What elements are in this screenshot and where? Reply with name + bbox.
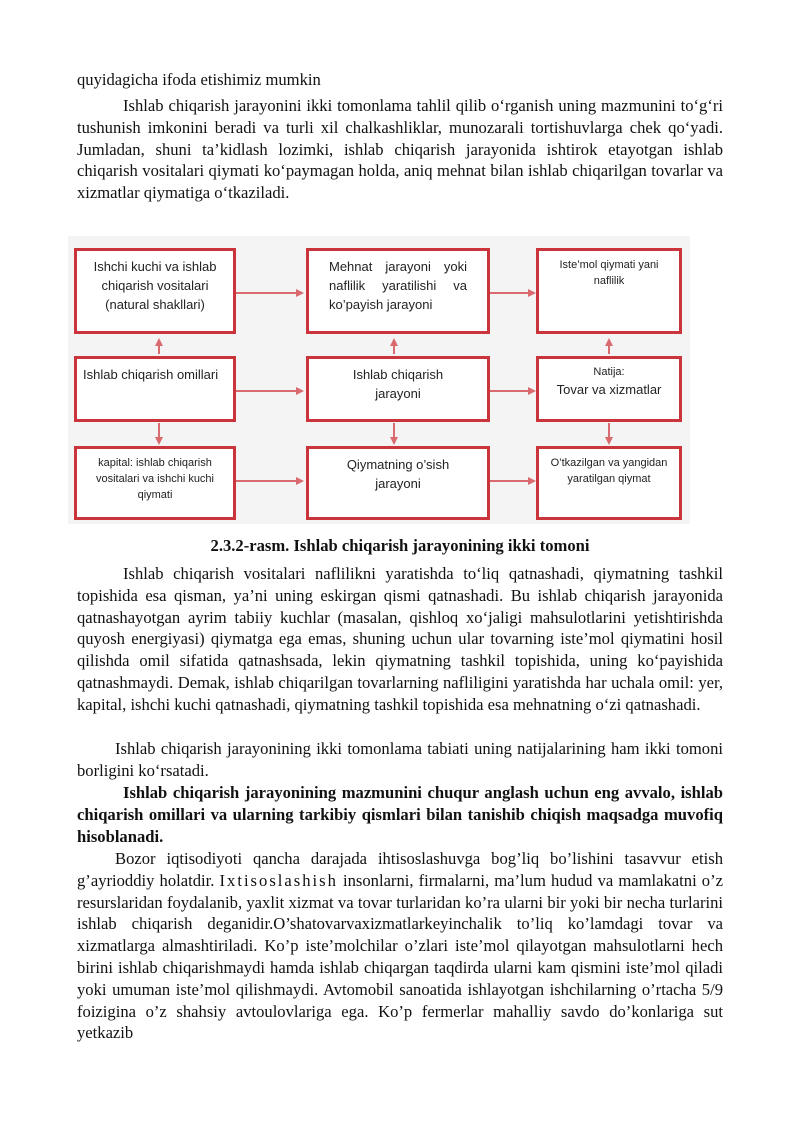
box-label: O’tkazilgan va yangidan yaratilgan qiymat [550,457,668,485]
paragraph-5 [77,848,723,1044]
paragraph-5-start: Bozor iqtisodiyoti qancha darajada ihtisoslashuvga bog’liq bo’lishini tasavvur etish g’ayrioddiy holatdir. [77,849,723,890]
paragraph-3: Ishlab chiqarish jarayonining ikki tomonlama tabiati uning natijalarining ham ikki tomoni borligini ko‘rsatadi. [77,739,723,780]
paragraph-5-rest: insonlarni, firmalarni, ma’lum hudud va mamlakatni o’z resurslaridan foydalanib, yaxlit xizmat va tovar turlaridan ko’ra ularni bir yoki bir necha turlarini ishlab chiqarish deganidir.O’shatovarvaxizmatlarkeyinchalik to’liq ko’lamdagi tovar va xizmatlarga almashtiriladi. Ko’p iste’molchilar o’zlari iste’mol qilayotgan mahsulotlarni hech birini ishlab chiqarishmaydi hamda ishlab chiqargan taqdirda ularni kam qismini iste’mol qiladi yoki umuman iste’mol qilishmaydi. Avtomobil sanoatida ishlayotgan ishchilarning o’rtacha 5/9 foizigina o’z shahsiy avtoulovlariga ega. Ko’p fermerlar mahalliy savdo do’konlariga sut yetkazib [77,870,723,1043]
box-label: kapital: ishlab chiqarish vositalari va ishchi kuchi qiymati [96,457,214,501]
box-use-value [536,248,682,334]
box-label: Qiymatning o’sish jarayoni [346,457,450,491]
term-specialization: Ixtisoslashish [219,870,338,890]
box-label: Ishlab chiqarish omillari [83,367,219,382]
box-label: Mehnat jarayoni yoki naflilik yaratilishi va ko’payish jarayoni [329,259,467,312]
box-label: Natija: [593,366,625,378]
box-transferred-value [536,446,682,520]
box-labor-process [306,248,490,334]
box-label: Tovar va xizmatlar [556,382,662,397]
box-value-growth [306,446,490,520]
production-process-diagram [68,236,690,524]
box-label: Ishlab chiqarish jarayoni [352,367,444,401]
paragraph-4: Ishlab chiqarish jarayonining mazmunini chuqur anglash uchun eng avvalo, ishlab chiqarish omillari va ularning tarkibiy qismlari bilan tanishib chiqish maqsadga muvofiq hisoblanadi. [77,783,723,846]
box-result [536,356,682,422]
box-label: Iste’mol qiymati yani naflilik [559,259,659,287]
figure-caption: 2.3.2-rasm. Ishlab chiqarish jarayonining ikki tomoni [210,536,590,555]
box-production-process [306,356,490,422]
box-labor-and-means [74,248,236,334]
paragraph-2: Ishlab chiqarish vositalari naflilikni yaratishda to‘liq qatnashadi, qiymatning tashkil topishida esa qisman, ya’ni uning eskirgan qismi qatnashadi. Bu ishlab chiqarish jarayonida qatnashayotgan ayrim tabiiy kuchlar (masalan, qishloq xo‘jaligi mahsulotlarini yetishtirishda quyosh energiyasi) qiymatga ega emas, shuning uchun ular tovarning iste’mol qiymatini hosil qilishda omil sifatida qatnashsada, lekin qiymatning tashkil topishida, uning ko‘payishida qatnashmaydi. Demak, ishlab chiqarilgan tovarlarning nafliligini yaratishda har uchala omil: yer, kapital, ishchi kuchi qatnashadi, qiymatning tashkil topishida esa mehnatning o‘zi qatnashadi. [77,564,723,714]
paragraph-intro: quyidagicha ifoda etishimiz mumkin [77,70,321,89]
paragraph-1: Ishlab chiqarish jarayonini ikki tomonlama tahlil qilib o‘rganish uning mazmunini to‘g‘ri tushunish imkonini beradi va turli xil chalkashliklar, munozarali tortishuvlarga chek qo‘yadi. Jumladan, shuni ta’kidlash lozimki, ishlab chiqarish jarayonida ishtirok etayotgan ishlab chiqarish vositalari qiymati ko‘paymagan holda, aniq mehnat bilan ishlab chiqarilgan tovarlar va xizmatlar qiymatiga o‘tkaziladi. [77,96,723,203]
box-capital [74,446,236,520]
box-production-factors [74,356,236,422]
box-label: Ishchi kuchi va ishlab chiqarish vositalari (natural shakllari) [93,259,217,312]
